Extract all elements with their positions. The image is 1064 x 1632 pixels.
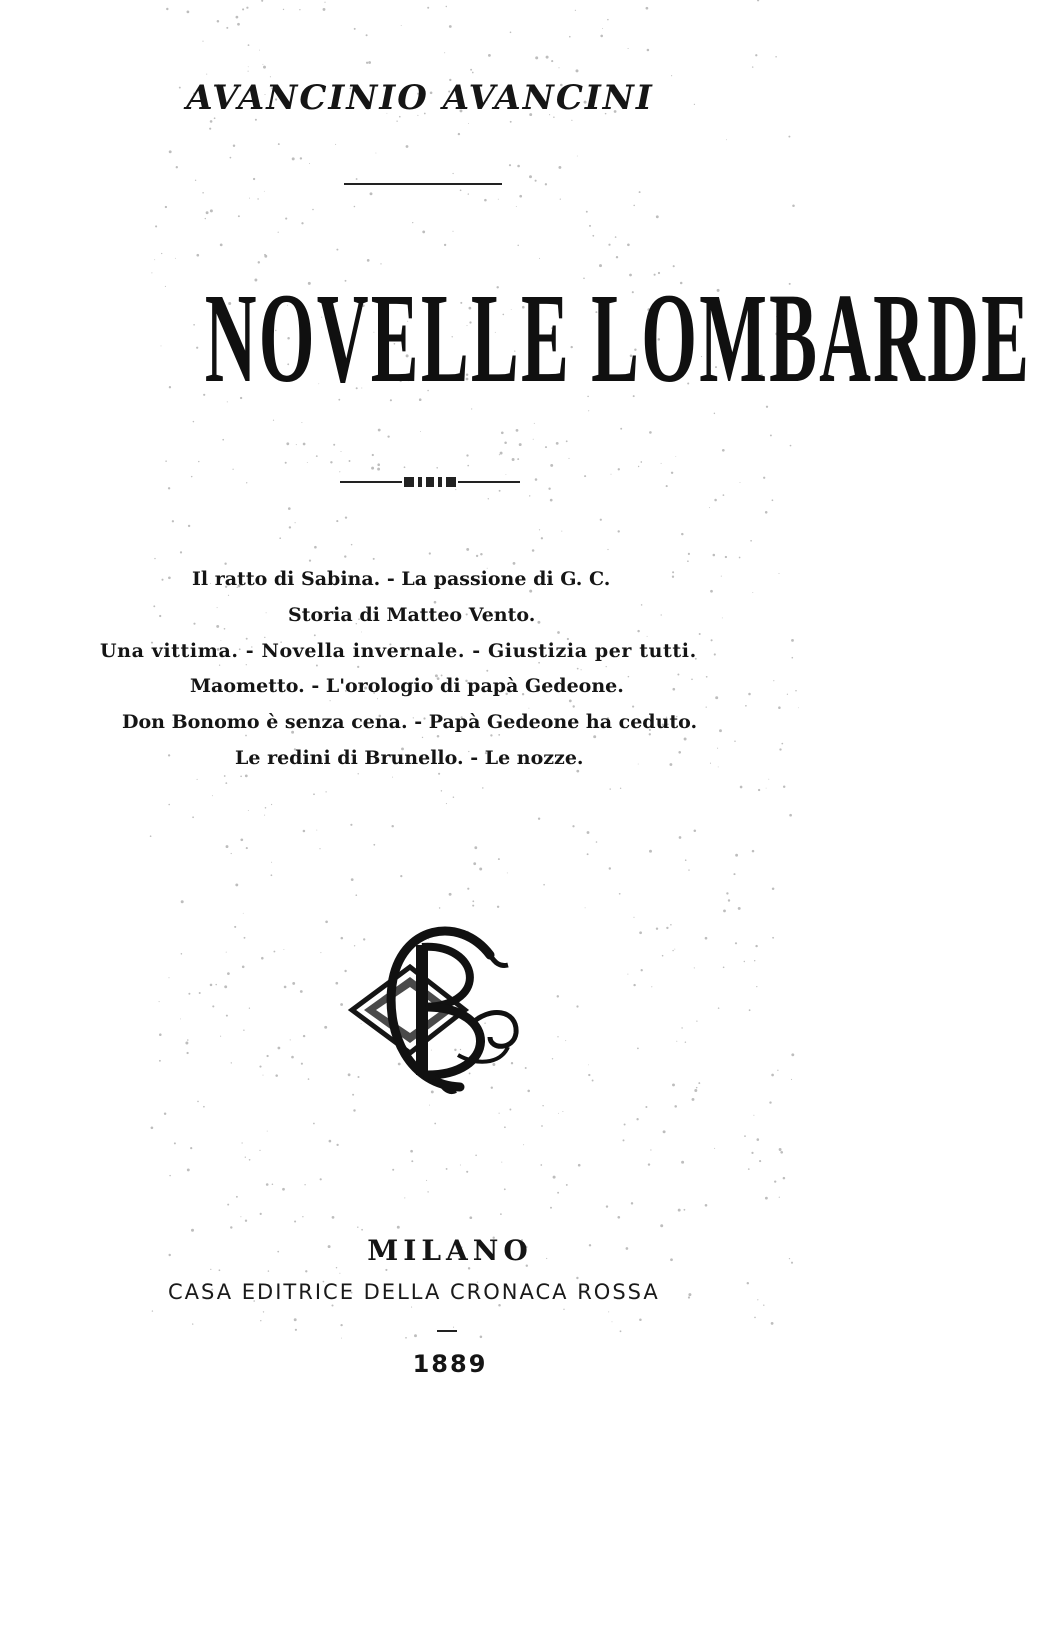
imprint-publisher: CASA EDITRICE DELLA CRONACA ROSSA	[168, 1280, 660, 1304]
imprint-city: MILANO	[367, 1234, 533, 1267]
contents-line: Una vittima. - Novella invernale. - Giustizia per tutti.	[100, 640, 697, 662]
imprint-divider	[437, 1330, 457, 1332]
author-name: AVANCINIO AVANCINI	[186, 78, 654, 118]
contents-line: Maometto. - L'orologio di papà Gedeone.	[190, 675, 624, 697]
publisher-monogram-icon	[340, 915, 530, 1105]
contents-line: Storia di Matteo Vento.	[288, 604, 536, 626]
contents-line: Don Bonomo è senza cena. - Papà Gedeone ha ceduto.	[122, 711, 698, 733]
ornamental-divider	[340, 474, 520, 490]
contents-line: Il ratto di Sabina. - La passione di G. C.	[192, 568, 611, 590]
author-divider	[344, 183, 502, 185]
book-title: NOVELLE LOMBARDE	[204, 267, 1032, 409]
imprint-year: 1889	[412, 1350, 488, 1378]
contents-line: Le redini di Brunello. - Le nozze.	[235, 747, 584, 769]
